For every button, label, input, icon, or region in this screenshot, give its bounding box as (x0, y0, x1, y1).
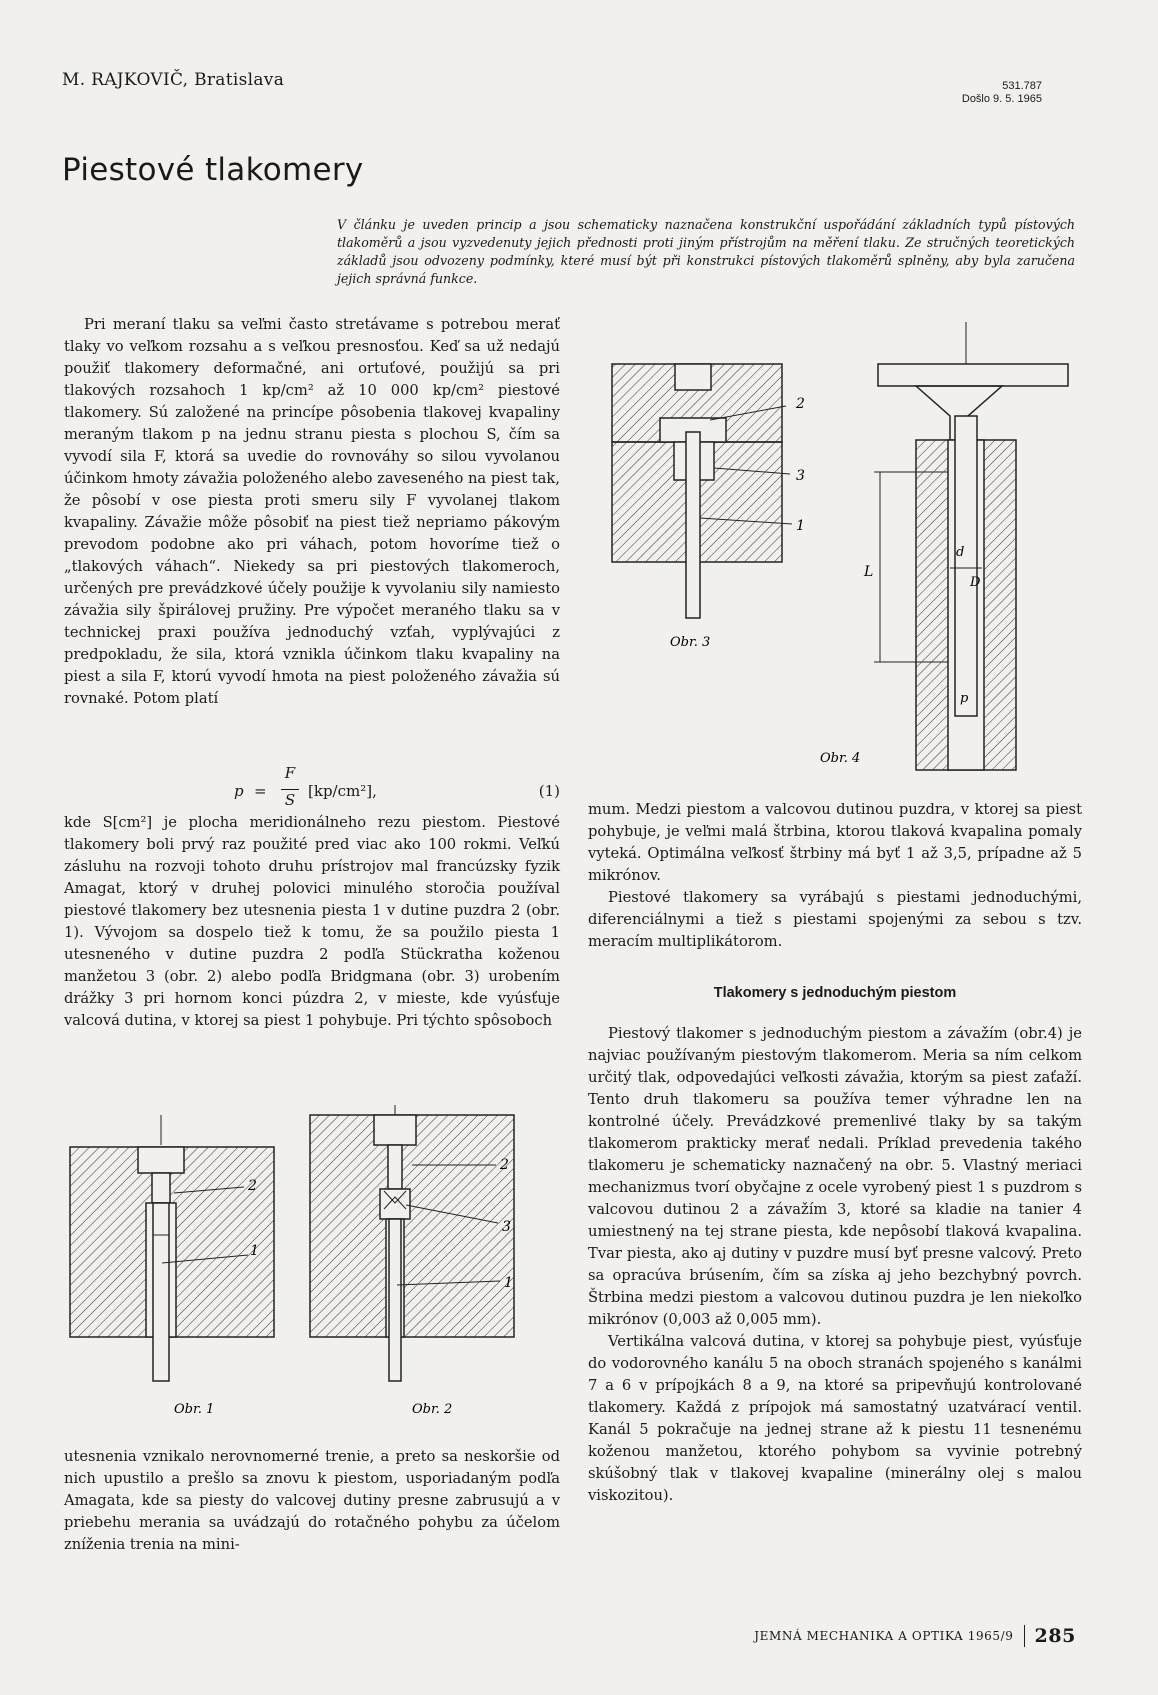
fig1-label-2: 2 (248, 1178, 257, 1194)
formula-lhs: p (234, 782, 244, 800)
left-column-part2 (64, 812, 560, 1032)
figure-obr3 (612, 364, 805, 650)
fig4-label-d: d (956, 545, 965, 560)
left-column-part1 (64, 314, 560, 710)
formula-eq: = (254, 782, 267, 800)
fig3-label-2: 2 (796, 396, 805, 412)
article-meta (962, 80, 1042, 106)
article-title: Piestové tlakomery (62, 152, 364, 188)
paragraph: Vertikálna valcová dutina, v ktorej sa pohybuje piest, vyúsťuje do vodorovného kanálu 5 na oboch stranách spojeného s kanálmi 7 a 6 v prípojkách 8 a 9, na ktoré sa pripevňujú kontrolované tlakomery. Každá z prípojok má samostatný uzatvárací ventil. Kanál 5 pokračuje na jednej strane až k piestu 11 tesnenému koženou manžetou, ktorého pohybom sa vyvinie potrebný skúšobný tlak v tlakovej kvapaline (minerálny olej s malou viskozitou). (588, 1333, 1082, 1504)
caption-obr3: Obr. 3 (670, 635, 711, 650)
fig2-label-1: 1 (504, 1275, 513, 1291)
fig2-label-3: 3 (502, 1219, 511, 1235)
received-date: Došlo 9. 5. 1965 (961, 93, 1042, 105)
paragraph: mum. Medzi piestom a valcovou dutinou puzdra, v ktorej sa piest pohybuje, je veľmi malá štrbina, ktorou tlaková kvapalina pomaly vyteká. Optimálna veľkosť štrbiny má byť 1 až 3,5, prípadne až 5 mikrónov. (588, 801, 1082, 884)
section-heading: Tlakomery s jednoduchým piestom (713, 985, 957, 1001)
journal-name: JEMNÁ MECHANIKA A OPTIKA 1965/9 (754, 1629, 1014, 1643)
figure-obr1 (70, 1115, 274, 1381)
author: M. RAJKOVIČ, Bratislava (62, 70, 285, 90)
paragraph: Piestové tlakomery sa vyrábajú s piestami jednoduchými, diferenciálnymi a tiež s piestami spojenými za sebou s tzv. meracím multiplikátorom. (588, 889, 1082, 950)
formula-unit: [kp/cm²], (308, 782, 377, 800)
fig2-label-2: 2 (500, 1157, 509, 1173)
equation-number: (1) (538, 782, 560, 800)
caption-obr4: Obr. 4 (820, 751, 861, 766)
equation-1 (64, 764, 560, 812)
fig4-label-L: L (864, 564, 874, 580)
right-column-part1 (588, 799, 1082, 953)
fig3-label-1: 1 (796, 518, 805, 534)
fig3-label-3: 3 (796, 468, 805, 484)
right-column-part2 (588, 1023, 1082, 1507)
fig4-label-p: p (960, 691, 969, 706)
paragraph: Piestový tlakomer s jednoduchým piestom a závažím (obr.4) je najviac používaným piestovým tlakomerom. Meria sa ním celkom určitý tlak, odpovedajúci veľkosti závažia, ktorým sa piest zaťaží. Tento druh tlakomeru sa používa temer výhradne len na kontrolné účely. Prevádzkové premenlivé tlaky by sa takým tlakomerom prakticky merať nedali. Príklad prevedenia takého tlakomeru je schematicky naznačený na obr. 5. Vlastný meriaci mechanizmus tvorí obyčajne z ocele vyrobený piest 1 s puzdrom s valcovou dutinou 2 a závažím 3, ktoré sa kladie na tanier 4 umiestnený na tej strane piesta, kde nepôsobí tlaková kvapalina. Tvar piesta, ako aj dutiny v puzdre musí byť presne valcový. Preto sa opracúva brúsením, čím sa získa aj jeho bezchybný povrch. Štrbina medzi piestom a valcovou dutinou puzdra je len niekoľko mikrónov (0,003 až 0,005 mm). (588, 1025, 1082, 1328)
page-footer (754, 1625, 1076, 1647)
footer-divider (1024, 1625, 1025, 1647)
caption-obr2: Obr. 2 (412, 1402, 453, 1417)
abstract: V článku je uveden princip a jsou schematicky naznačena konstrukční uspořádání základních typů pístových tlakoměrů a jsou vyzvedenuty jejich přednosti proti jiným přístrojům na měření tlaku. Ze stručných teoretických základů jsou odvozeny podmínky, které musí být při konstrukci pístových tlakoměrů splněny, aby byla zaručena jejich správná funkce. (337, 217, 1075, 286)
paragraph: kde S[cm²] je plocha meridionálneho rezu piestom. Piestové tlakomery boli prvý raz použité pred viac ako 100 rokmi. Veľkú zásluhu na rozvoji tohoto druhu prístrojov mal francúzsky fyzik Amagat, ktorý v druhej polovici minulého storočia používal piestové tlakomery bez utesnenia piesta 1 v dutine puzdra 2 (obr. 1). Vývojom sa dospelo tiež k tomu, že sa použilo piesta 1 utesneného v dutine puzdra 2 podľa Stückratha koženou manžetou 3 (obr. 2) alebo podľa Bridgmana (obr. 3) urobením drážky 3 pri hornom konci púzdra 2, v mieste, kde vyúsťuje valcová dutina, v ktorej sa piest 1 pohybuje. Pri týchto spôsoboch (64, 814, 560, 1029)
caption-obr1: Obr. 1 (174, 1402, 215, 1417)
paragraph: utesnenia vznikalo nerovnomerné trenie, a preto sa neskoršie od nich upustilo a prešlo sa znovu k piestom, usporiadaným podľa Amagata, kde sa piesty do valcovej dutiny presne zabrusujú a v priebehu merania sa uvádzajú do rotačného pohybu za účelom zníženia trenia na mini- (64, 1448, 560, 1553)
formula-denominator: S (284, 791, 296, 809)
paragraph: Pri meraní tlaku sa veľmi často stretávame s potrebou merať tlaky vo veľkom rozsahu a s veľkou presnosťou. Keď sa už nedajú použiť tlakomery deformačné, ani ortuťové, použijú sa pri tlakových rozsahoch 1 kp/cm² až 10 000 kp/cm² piestové tlakomery. Sú založené na princípe pôsobenia tlakovej kvapaliny meraným tlakom p na jednu stranu piesta s plochou S, čím sa vyvodí sila F, ktorá sa uvedie do rovnováhy so silou vyvolanou účinkom hmoty závažia položeného alebo zaveseného na piest tak, že pôsobí v ose piesta proti smeru sily F vyvolanej tlakom kvapaliny. Závažie môže pôsobiť na piest tiež nepriamo pákovým prevodom podobne ako pri váhach, potom hovoríme tiež o „tlakových váhach“. Niekedy sa pri piestových tlakomeroch, určených pre prevádzkové účely použije k vyvolaniu sily namiesto závažia sily špirálovej pružiny. Pre výpočet meraného tlaku sa v technickej praxi používa jednoduchý vzťah, vyplývajúci z predpokladu, že sila, ktorá vznikla účinkom tlaku kvapaliny na piest a sila F, ktorú vyvodí hmota na piest položeného závažia sú rovnaké. Potom platí (64, 316, 560, 707)
fig4-label-D: D (970, 575, 981, 590)
figures-3-4 (598, 322, 1086, 772)
figure-obr2 (310, 1105, 514, 1381)
fig1-label-1: 1 (250, 1243, 259, 1259)
udc-code: 531.787 (1002, 80, 1042, 92)
formula-numerator: F (284, 764, 296, 782)
figure-obr4 (820, 322, 1068, 770)
figures-1-2 (62, 1105, 562, 1425)
fraction-bar (281, 789, 299, 790)
left-column-part3 (64, 1446, 560, 1556)
page-number: 285 (1034, 1625, 1076, 1647)
